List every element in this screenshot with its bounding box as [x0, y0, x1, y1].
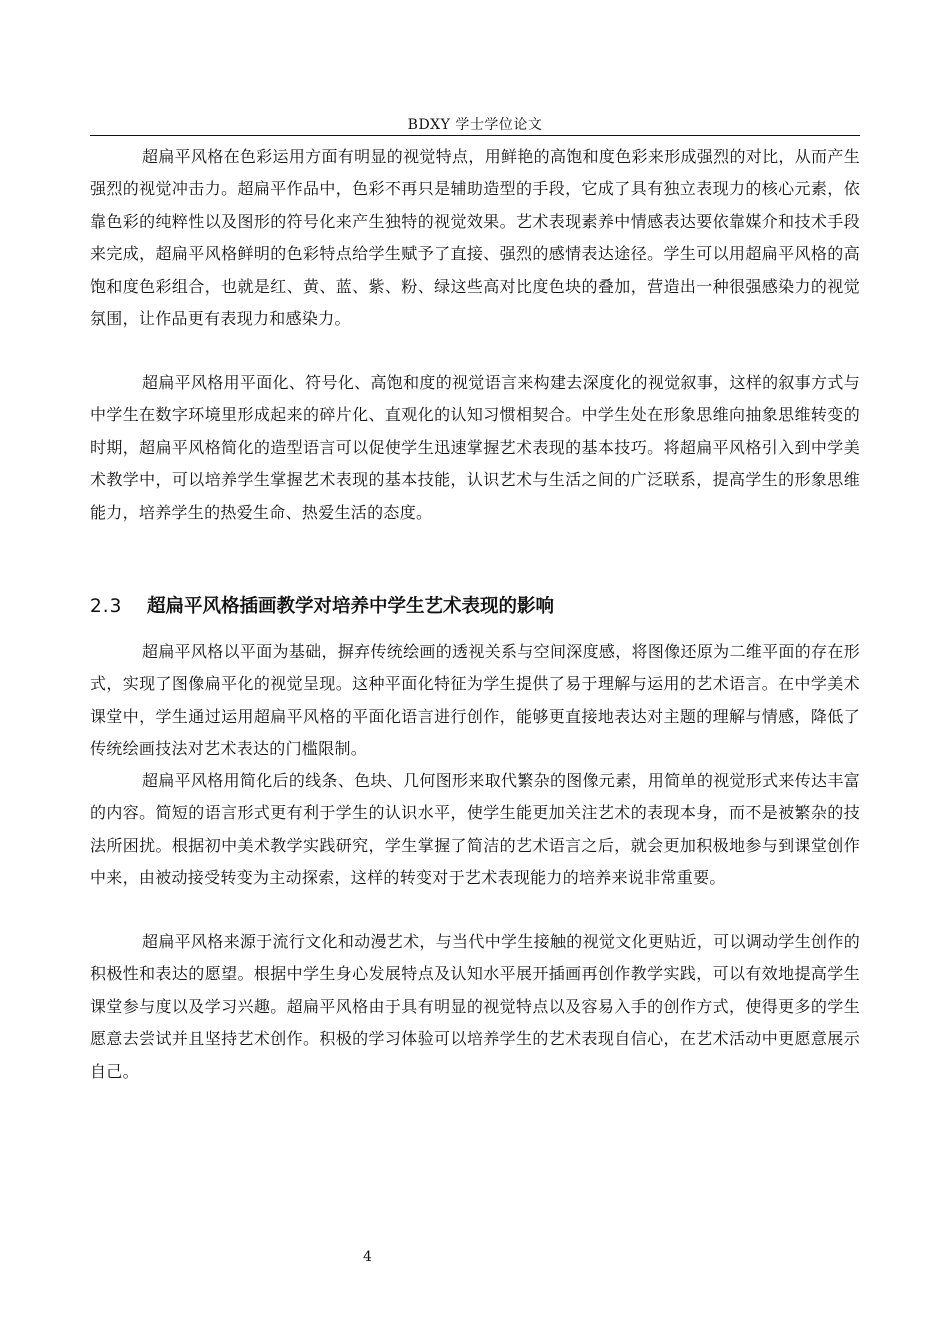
body-paragraph-2: 超扁平风格用平面化、符号化、高饱和度的视觉语言来构建去深度化的视觉叙事，这样的叙事方式与中学生在数字环境里形成起来的碎片化、直观化的认知习惯相契合。中学生处在形象思维向抽象思维转变的时期，超扁平风格简化的造型语言可以促使学生迅速掌握艺术表现的基本技巧。将超扁平风格引入到中学美术教学中，可以培养学生掌握艺术表现的基本技能，认识艺术与生活之间的广泛联系，提高学生的形象思维能力，培养学生的热爱生命、热爱生活的态度。 [90, 373, 860, 522]
section-paragraph-1: 超扁平风格以平面为基础，摒弃传统绘画的透视关系与空间深度感，将图像还原为二维平面的存在形式，实现了图像扁平化的视觉呈现。这种平面化特征为学生提供了易于理解与运用的艺术语言。在中学美术课堂中，学生通过运用超扁平风格的平面化语言进行创作，能够更直接地表达对主题的理解与情感，降低了传统绘画技法对艺术表达的门槛限制。 [90, 642, 860, 759]
running-header: BDXY 学士学位论文 [407, 117, 543, 133]
section-number: 2.3 [90, 596, 123, 617]
body-paragraph-1: 超扁平风格在色彩运用方面有明显的视觉特点，用鲜艳的高饱和度色彩来形成强烈的对比，从而产生强烈的视觉冲击力。超扁平作品中，色彩不再只是辅助造型的手段，它成了具有独立表现力的核心元素，依靠色彩的纯粹性以及图形的符号化来产生独特的视觉效果。艺术表现素养中情感表达要依靠媒介和技术手段来完成，超扁平风格鲜明的色彩特点给学生赋予了直接、强烈的感情表达途径。学生可以用超扁平风格的高饱和度色彩组合，也就是红、黄、蓝、紫、粉、绿这些高对比度色块的叠加，营造出一种很强感染力的视觉氛围，让作品更有表现力和感染力。 [90, 147, 860, 329]
section-paragraph-3: 超扁平风格来源于流行文化和动漫艺术，与当代中学生接触的视觉文化更贴近，可以调动学生创作的积极性和表达的愿望。根据中学生身心发展特点及认知水平展开插画再创作教学实践，可以有效地提高学生课堂参与度以及学习兴趣。超扁平风格由于具有明显的视觉特点以及容易入手的创作方式，使得更多的学生愿意去尝试并且坚持艺术创作。积极的学习体验可以培养学生的艺术表现自信心，在艺术活动中更愿意展示自己。 [90, 932, 860, 1081]
section-paragraph-2: 超扁平风格用简化后的线条、色块、几何图形来取代繁杂的图像元素，用简单的视觉形式来传达丰富的内容。简短的语言形式更有利于学生的认识水平，使学生能更加关注艺术的表现本身，而不是被繁杂的技法所困扰。根据初中美术教学实践研究，学生掌握了简洁的艺术语言之后，就会更加积极地参与到课堂创作中来，由被动接受转变为主动探索，这样的转变对于艺术表现能力的培养来说非常重要。 [90, 771, 860, 888]
section-heading [90, 590, 860, 624]
section-title: 超扁平风格插画教学对培养中学生艺术表现的影响 [147, 596, 555, 617]
header-rule [90, 135, 860, 136]
page-number: 4 [363, 1249, 372, 1265]
